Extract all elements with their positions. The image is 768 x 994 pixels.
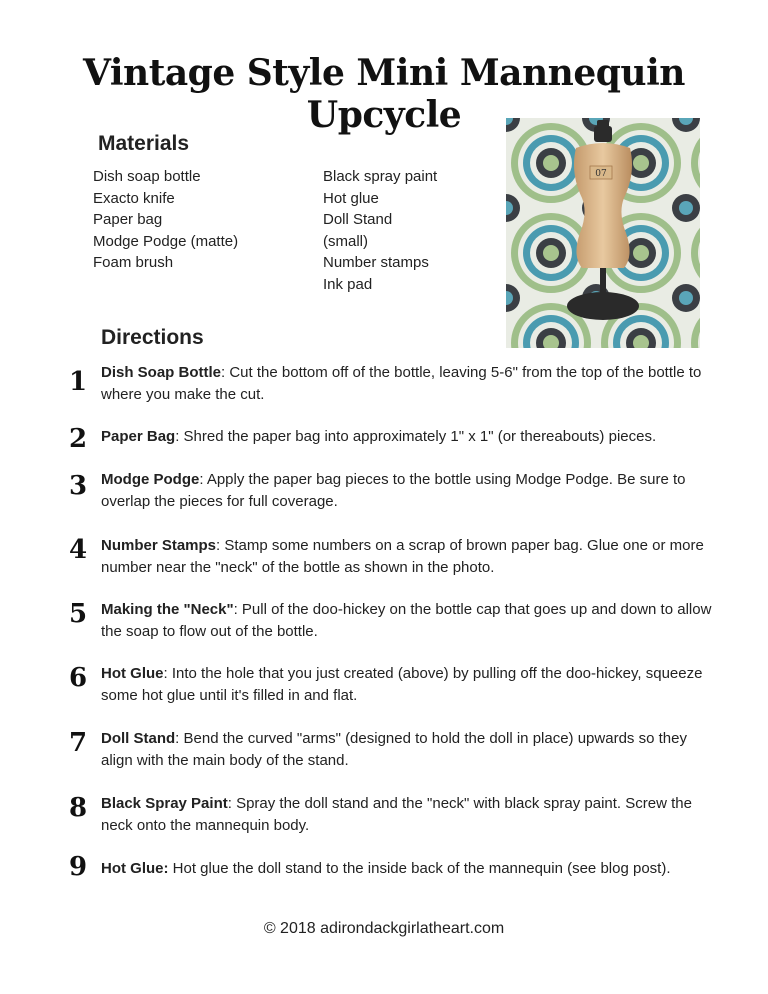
step-number: 5 (68, 599, 88, 629)
page-title: Vintage Style Mini Mannequin Upcycle (83, 52, 685, 136)
step-label: Number Stamps (101, 537, 217, 554)
step-description: : Pull of the doo-hickey on the bottle cap that goes up and down to allow the soap to flow out of the bottle. (101, 601, 712, 640)
material-item: Ink pad (323, 275, 373, 293)
step-description: : Spray the doll stand and the "neck" with black spray paint. Screw the neck onto the mannequin body. (101, 795, 692, 834)
step-number: 2 (68, 424, 88, 454)
step-number: 8 (68, 793, 88, 823)
mannequin-photo (506, 118, 700, 348)
material-item: Foam brush (93, 254, 174, 272)
step-text (101, 362, 716, 406)
material-item: Hot glue (323, 189, 379, 207)
material-item: Dish soap bottle (93, 168, 201, 185)
mannequin-number-tag: 07 (595, 169, 607, 179)
step-text (101, 535, 716, 579)
step-label: Black Spray Paint (101, 795, 228, 812)
step-label: Modge Podge (101, 471, 200, 488)
material-item: Black spray paint (323, 168, 438, 185)
step-label: Paper Bag (101, 428, 176, 445)
step-description: : Bend the curved "arms" (designed to hold the doll in place) upwards so they align with the main body of the stand. (101, 730, 687, 769)
material-item: Modge Podge (matte) (93, 232, 239, 250)
step-number: 9 (68, 852, 88, 882)
materials-heading: Materials (98, 132, 190, 155)
materials-list-right (323, 166, 437, 296)
directions-heading: Directions (101, 326, 204, 349)
step-description: : Shred the paper bag into approximately 1" x 1" (or thereabouts) pieces. (175, 428, 657, 445)
material-item: (small) (323, 232, 368, 250)
step-label: Hot Glue (101, 665, 164, 682)
step-text (101, 663, 716, 707)
step-number: 7 (68, 728, 88, 758)
step-text (101, 858, 716, 880)
materials-list-left (93, 166, 238, 274)
step-label: Doll Stand (101, 730, 176, 747)
step-text (101, 793, 716, 837)
step-number: 6 (68, 663, 88, 693)
step-description: : Cut the bottom off of the bottle, leaving 5-6" from the top of the bottle to where you make the cut. (101, 364, 702, 403)
step-number: 1 (68, 367, 88, 397)
step-text (101, 469, 716, 513)
step-text (101, 728, 716, 772)
material-item: Number stamps (323, 254, 429, 272)
material-item: Exacto knife (93, 189, 175, 207)
material-item: Doll Stand (323, 211, 393, 229)
step-label: Hot Glue: (101, 860, 169, 877)
step-description: : Stamp some numbers on a scrap of brown paper bag. Glue one or more number near the "neck" of the bottle as shown in the photo. (101, 537, 704, 576)
footer-copyright: © 2018 adirondackgirlatheart.com (263, 920, 505, 937)
step-description: : Apply the paper bag pieces to the bottle using Modge Podge. Be sure to overlap the pieces for full coverage. (101, 471, 686, 510)
step-text (101, 599, 716, 643)
step-label: Dish Soap Bottle (101, 364, 222, 381)
material-item: Paper bag (93, 211, 163, 229)
step-description: Hot glue the doll stand to the inside back of the mannequin (see blog post). (168, 860, 671, 877)
step-label: Making the "Neck" (101, 601, 234, 618)
step-number: 4 (68, 535, 88, 565)
step-text (101, 426, 716, 448)
step-description: : Into the hole that you just created (above) by pulling off the doo-hickey, squeeze some hot glue until it's filled in and flat. (101, 665, 703, 704)
step-number: 3 (68, 471, 88, 501)
